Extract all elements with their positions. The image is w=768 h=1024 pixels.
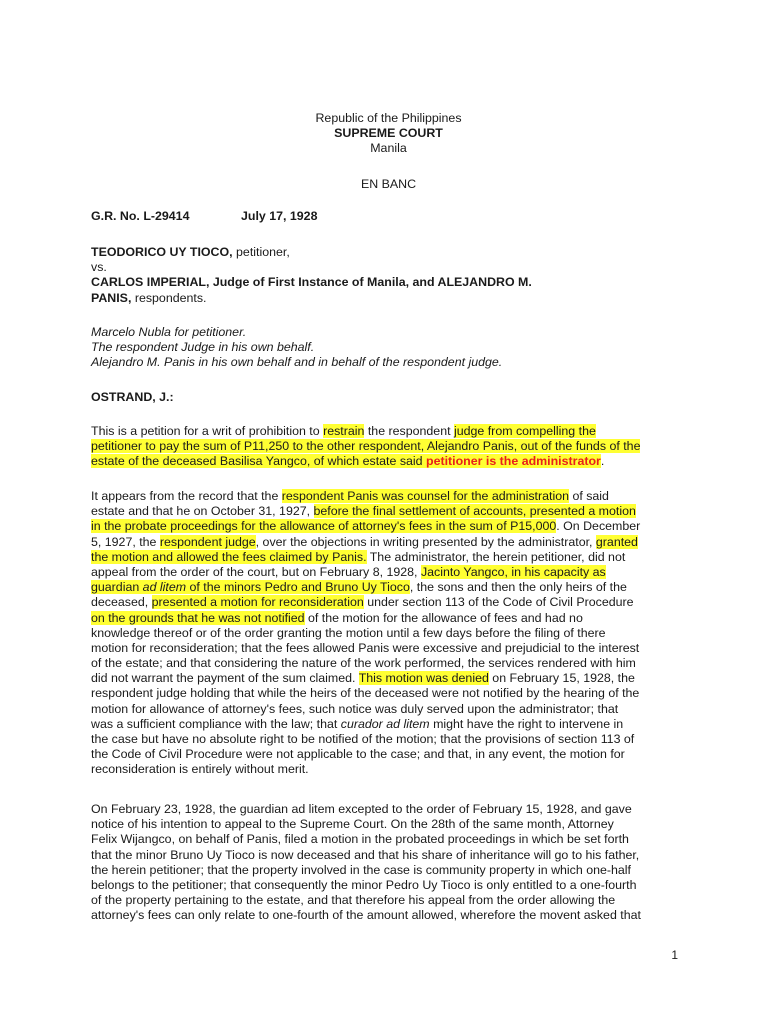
text-line: OSTRAND, J.: (91, 390, 174, 404)
gr-number: G.R. No. L-29414 (91, 209, 190, 223)
text-line (91, 717, 686, 732)
text-line: EN BANC (360, 177, 417, 191)
highlight: the motion and allowed the fees claimed by Panis. (91, 549, 367, 564)
text-line: the case but have no absolute right to be notified of the motion; that the provisions of section 113 of (91, 732, 635, 746)
text-line (91, 671, 686, 686)
text-line: notice of his intention to appeal to the Supreme Court. On the 28th of the same month, Attorney (91, 817, 614, 832)
highlight: in the probate proceedings for the allowance of attorney's fees in the sum of P15,000 (91, 519, 557, 534)
text-line (91, 439, 686, 454)
highlight: petitioner to pay the sum of P11,250 to the other respondent, Alejandro Panis, out of the funds of the (91, 439, 641, 454)
text-line (91, 580, 686, 595)
court-city: Manila (370, 141, 407, 156)
court-header (91, 111, 686, 157)
text-run: appeal from the order of the court, but on February 8, 1928, (91, 564, 421, 579)
text-line: respondent judge holding that while the heirs of the deceased were not notified by the hearing of the (91, 686, 640, 701)
counsel-block (91, 325, 686, 371)
text-line (91, 424, 686, 439)
text-line: belongs to the petitioner; that consequently the minor Pedro Uy Tioco is only entitled to a one-fourth (91, 877, 637, 892)
text-line (91, 611, 686, 626)
paragraph-2 (91, 489, 686, 778)
text-line: the Code of Civil Procedure were not applicable to the case; and that, in any event, the motion for (91, 747, 625, 762)
republic-line: Republic of the Philippines (315, 111, 462, 125)
highlight: respondent Panis was counsel for the administration (281, 489, 569, 503)
text-run: did not warrant the payment of the sum claimed. (91, 671, 359, 686)
text-line: of the property pertaining to the estate, and that therefore his appeal from the order allowing the (91, 893, 616, 908)
text-run: of the minors Pedro and Bruno Uy Tioco (186, 580, 410, 595)
text-run: deceased, (91, 595, 152, 610)
text-run: of the motion for the allowance of fees and had no (304, 610, 583, 625)
text-line (91, 519, 686, 534)
parties-block (91, 245, 686, 306)
highlight: judge from compelling the (453, 424, 596, 438)
division-line (91, 177, 686, 192)
text-run: This is a petition for a writ of prohibition to (91, 424, 324, 438)
text-line (91, 550, 686, 565)
text-line (91, 504, 686, 519)
highlight: on the grounds that he was not notified (91, 610, 305, 625)
text-run: curador ad litem (340, 716, 430, 731)
text-line: PANIS, respondents. (91, 290, 207, 305)
versus: vs. (91, 260, 107, 275)
text-line: of the estate; and that considering the nature of the work performed, the services rendered with him (91, 656, 636, 671)
text-run: estate and that he on October 31, 1927, (91, 504, 314, 519)
page-number: 1 (671, 948, 678, 962)
counsel-line: Alejandro M. Panis in his own behalf and in behalf of the respondent judge. (91, 355, 503, 370)
respondents-line: CARLOS IMPERIAL, Judge of First Instance of Manila, and ALEJANDRO M. (91, 275, 532, 290)
text-line: Felix Wijangco, on behalf of Panis, filed a motion in the probated proceedings in which be set forth (91, 832, 629, 847)
counsel-line: Marcelo Nubla for petitioner. (91, 325, 247, 339)
highlight-emphasis: petitioner is the administrator (426, 454, 601, 469)
text-line (91, 325, 686, 340)
paragraph-1 (91, 424, 686, 470)
text-run: . (600, 454, 605, 469)
highlight (91, 580, 410, 594)
highlight: estate of the deceased Basilisa Yangco, of which estate said (91, 454, 426, 469)
text-run: SUPREME COURT (334, 126, 443, 141)
text-run: guardian (91, 580, 143, 595)
text-line: knowledge thereof or of the order granting the motion until a few days before the filing of there (91, 625, 606, 640)
text-line: attorney's fees can only relate to one-fourth of the amount allowed, wherefore the movent asked that (91, 908, 641, 923)
highlight: Jacinto Yangco, in his capacity as (420, 564, 606, 579)
text-line: the herein petitioner; that the property involved in the case is community property in which one-half (91, 862, 631, 877)
counsel-line: The respondent Judge in his own behalf. (91, 340, 315, 355)
text-run: 5, 1927, the (91, 534, 160, 549)
text-line (91, 595, 686, 610)
highlight: This motion was denied (358, 671, 489, 686)
text-run: of said (569, 489, 609, 503)
text-line (91, 454, 686, 469)
text-line: On February 23, 1928, the guardian ad litem excepted to the order of February 15, 1928, and gave (91, 802, 632, 816)
text-line (91, 340, 686, 355)
text-run: on February 15, 1928, the (488, 671, 635, 686)
text-run: was a sufficient compliance with the law; that (91, 716, 341, 731)
text-run: the respondent (364, 424, 454, 438)
text-line (91, 355, 686, 370)
highlight: restrain (323, 424, 365, 438)
paragraph-3 (91, 802, 686, 924)
text-line: motion for reconsideration; that the fees allowed Panis were excessive and prejudicial to the interest (91, 640, 640, 655)
text-run: might have the right to intervene in (429, 716, 624, 731)
text-line (91, 209, 686, 224)
respondent-name: PANIS, (91, 290, 132, 305)
court-name (91, 126, 686, 141)
text-run: It appears from the record that the (91, 489, 282, 503)
text-line: reconsideration is entirely without merit. (91, 762, 309, 777)
text-line (91, 535, 686, 550)
ponente (91, 390, 686, 405)
text-line (91, 489, 686, 504)
text-run: , the sons and then the only heirs of the (409, 580, 627, 595)
highlight: respondent judge (159, 534, 256, 549)
highlight: before the final settlement of accounts, presented a motion (313, 504, 636, 519)
text-run: . On December (556, 519, 641, 534)
text-run: ad litem (142, 580, 187, 595)
decision-date: July 17, 1928 (241, 209, 318, 223)
text-line (91, 275, 686, 290)
text-run: The administrator, the herein petitioner, did not (366, 549, 626, 564)
text-line: TEODORICO UY TIOCO, petitioner, (91, 245, 290, 259)
highlight: granted (595, 534, 638, 549)
case-caption (91, 209, 686, 224)
text-line: motion for allowance of attorney's fees, such notice was duly served upon the administrator; that (91, 701, 619, 716)
petitioner-name: TEODORICO UY TIOCO, (91, 245, 233, 259)
text-run: under section 113 of the Code of Civil Procedure (363, 595, 634, 610)
text-run: , over the objections in writing presented by the administrator, (255, 534, 596, 549)
highlight: presented a motion for reconsideration (151, 595, 364, 610)
text-line: that the minor Bruno Uy Tioco is now deceased and that his share of inheritance will go to his father, (91, 847, 640, 862)
text-line (91, 565, 686, 580)
